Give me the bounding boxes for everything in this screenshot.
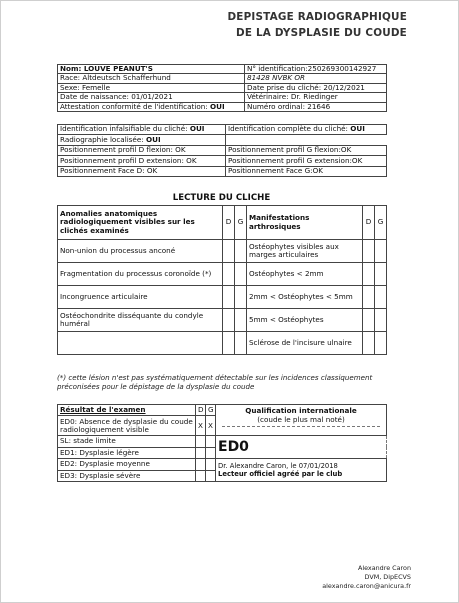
identification-number: N° identification:250269300142927 — [245, 65, 387, 74]
anomaly-g-cell — [235, 263, 247, 286]
grade-value: ED0 — [218, 439, 249, 456]
tamperproof-identification — [58, 125, 226, 135]
anomaly-cell: Fragmentation du processus coronoïde (*) — [58, 263, 223, 286]
table-row — [58, 240, 387, 263]
result-g-mark — [206, 436, 216, 447]
localized-value: OUI — [146, 134, 161, 144]
manifestation-cell: Ostéophytes visibles aux marges articulaires — [247, 240, 363, 263]
document-title — [227, 9, 407, 41]
grade-box — [216, 436, 387, 459]
result-g-mark: X — [206, 416, 216, 436]
anomaly-g-cell — [235, 332, 247, 355]
manifestation-d-cell — [363, 286, 375, 309]
result-d-mark — [196, 436, 206, 447]
anomaly-d-cell — [223, 309, 235, 332]
radiograph-quality-table — [57, 124, 387, 177]
manifestation-cell: 5mm < Ostéophytes — [247, 309, 363, 332]
complete-value: OUI — [350, 124, 365, 134]
registry-number: 81428 NVBK OR — [245, 74, 387, 83]
table-row — [58, 459, 387, 470]
anomaly-d-cell — [223, 286, 235, 309]
result-header: Résultat de l'examen — [58, 405, 196, 416]
veterinarian: Vétérinaire: Dr. Riedinger — [245, 93, 387, 102]
attestation-label: Attestation conformité de l'identification: — [60, 102, 208, 111]
tamperproof-label: Identification infalsifiable du cliché: — [60, 124, 188, 134]
result-g-mark — [206, 470, 216, 481]
signature-line: Dr. Alexandre Caron, le 07/01/2018 — [218, 462, 338, 471]
manifestation-g-cell — [375, 263, 387, 286]
result-label: ED1: Dysplasie légère — [58, 447, 196, 458]
anomaly-cell: Incongruence articulaire — [58, 286, 223, 309]
reading-section-title — [57, 193, 386, 203]
reading-table — [57, 205, 387, 355]
manifestations-d-header: D — [363, 206, 375, 240]
dashed-divider — [222, 426, 380, 433]
position-d-extension: Positionnement profil D extension: OK — [58, 156, 226, 166]
position-g-flexion: Positionnement profil G flexion:OK — [226, 145, 387, 155]
manifestation-d-cell — [363, 263, 375, 286]
anomaly-cell — [58, 332, 223, 355]
anomaly-g-cell — [235, 286, 247, 309]
qualification-title: Qualification internationale — [245, 406, 357, 416]
dog-breed: Race: Altdeutsch Schafferhund — [58, 74, 245, 83]
manifestation-d-cell — [363, 309, 375, 332]
complete-identification — [226, 125, 387, 135]
signature-block — [322, 564, 411, 591]
table-row — [58, 436, 387, 447]
dog-name: Nom: LOUVE PEANUT'S — [58, 65, 245, 74]
footnote: (*) cette lésion n'est pas systématiquement détectable sur les incidences classiquement préconisées pour le dépistage de la dysplasie du coude — [57, 373, 373, 391]
result-d-mark — [196, 470, 206, 481]
result-table — [57, 404, 387, 482]
position-g-extension: Positionnement profil G extension:OK — [226, 156, 387, 166]
manifestation-g-cell — [375, 286, 387, 309]
position-face-g: Positionnement Face G:OK — [226, 166, 387, 176]
result-label: ED3: Dysplasie sévère — [58, 470, 196, 481]
table-row — [58, 309, 387, 332]
result-d-header: D — [196, 405, 206, 416]
identification-attestation — [58, 102, 245, 111]
manifestation-g-cell — [375, 240, 387, 263]
manifestations-header: Manifestations arthrosiques — [247, 206, 363, 240]
result-g-header: G — [206, 405, 216, 416]
attestation-value: OUI — [210, 102, 225, 111]
international-qualification — [216, 405, 387, 436]
manifestations-g-header: G — [375, 206, 387, 240]
signature-title: DVM, DipECVS — [364, 573, 411, 581]
signature-name: Alexandre Caron — [357, 564, 411, 572]
anomaly-d-cell — [223, 332, 235, 355]
anomalies-d-header: D — [223, 206, 235, 240]
title-line-2: DE LA DYSPLASIE DU COUDE — [236, 27, 407, 39]
anomaly-g-cell — [235, 309, 247, 332]
manifestation-g-cell — [375, 332, 387, 355]
manifestation-cell: Sclérose de l'incisure ulnaire — [247, 332, 363, 355]
signature-email: alexandre.caron@anicura.fr — [322, 582, 411, 590]
position-face-d: Positionnement Face D: OK — [58, 166, 226, 176]
qualification-subtitle: (coude le plus mal noté) — [257, 414, 345, 424]
complete-label: Identification complète du cliché: — [228, 124, 348, 134]
manifestation-g-cell — [375, 309, 387, 332]
anomalies-g-header: G — [235, 206, 247, 240]
anomaly-cell: Ostéochondrite disséquante du condyle huméral — [58, 309, 223, 332]
table-row — [58, 286, 387, 309]
result-d-mark: X — [196, 416, 206, 436]
ordinal-number: Numéro ordinal: 21646 — [245, 102, 387, 111]
tamperproof-value: OUI — [189, 124, 205, 134]
anomaly-g-cell — [235, 240, 247, 263]
result-g-mark — [206, 459, 216, 470]
manifestation-d-cell — [363, 240, 375, 263]
position-d-flexion: Positionnement profil D flexion: OK — [58, 145, 226, 155]
identification-table — [57, 64, 387, 112]
title-line-1: DEPISTAGE RADIOGRAPHIQUE — [227, 11, 407, 23]
result-d-mark — [196, 459, 206, 470]
anomaly-d-cell — [223, 263, 235, 286]
localized-label: Radiographie localisée: — [60, 134, 144, 144]
manifestation-cell: Ostéophytes < 2mm — [247, 263, 363, 286]
manifestation-d-cell — [363, 332, 375, 355]
result-label: ED0: Absence de dysplasie du coude radiologiquement visible — [58, 416, 196, 436]
table-row — [58, 263, 387, 286]
result-label: ED2: Dysplasie moyenne — [58, 459, 196, 470]
anomalies-header: Anomalies anatomiques radiologiquement visibles sur les clichés examinés — [58, 206, 223, 240]
table-row — [58, 332, 387, 355]
xray-date: Date prise du cliché: 20/12/2021 — [245, 83, 387, 92]
localized-radiograph — [58, 135, 226, 145]
reading-title-text: LECTURE DU CLICHE — [172, 193, 271, 203]
birth-date: Date de naissance: 01/01/2021 — [58, 93, 245, 102]
empty-cell — [226, 135, 387, 145]
result-label: SL: stade limite — [58, 436, 196, 447]
official-reader: Lecteur officiel agréé par le club — [218, 470, 343, 479]
anomaly-d-cell — [223, 240, 235, 263]
anomaly-cell: Non-union du processus anconé — [58, 240, 223, 263]
manifestation-cell: 2mm < Ostéophytes < 5mm — [247, 286, 363, 309]
result-g-mark — [206, 447, 216, 458]
dog-sex: Sexe: Femelle — [58, 83, 245, 92]
result-d-mark — [196, 447, 206, 458]
reader-signature-block — [216, 459, 387, 482]
